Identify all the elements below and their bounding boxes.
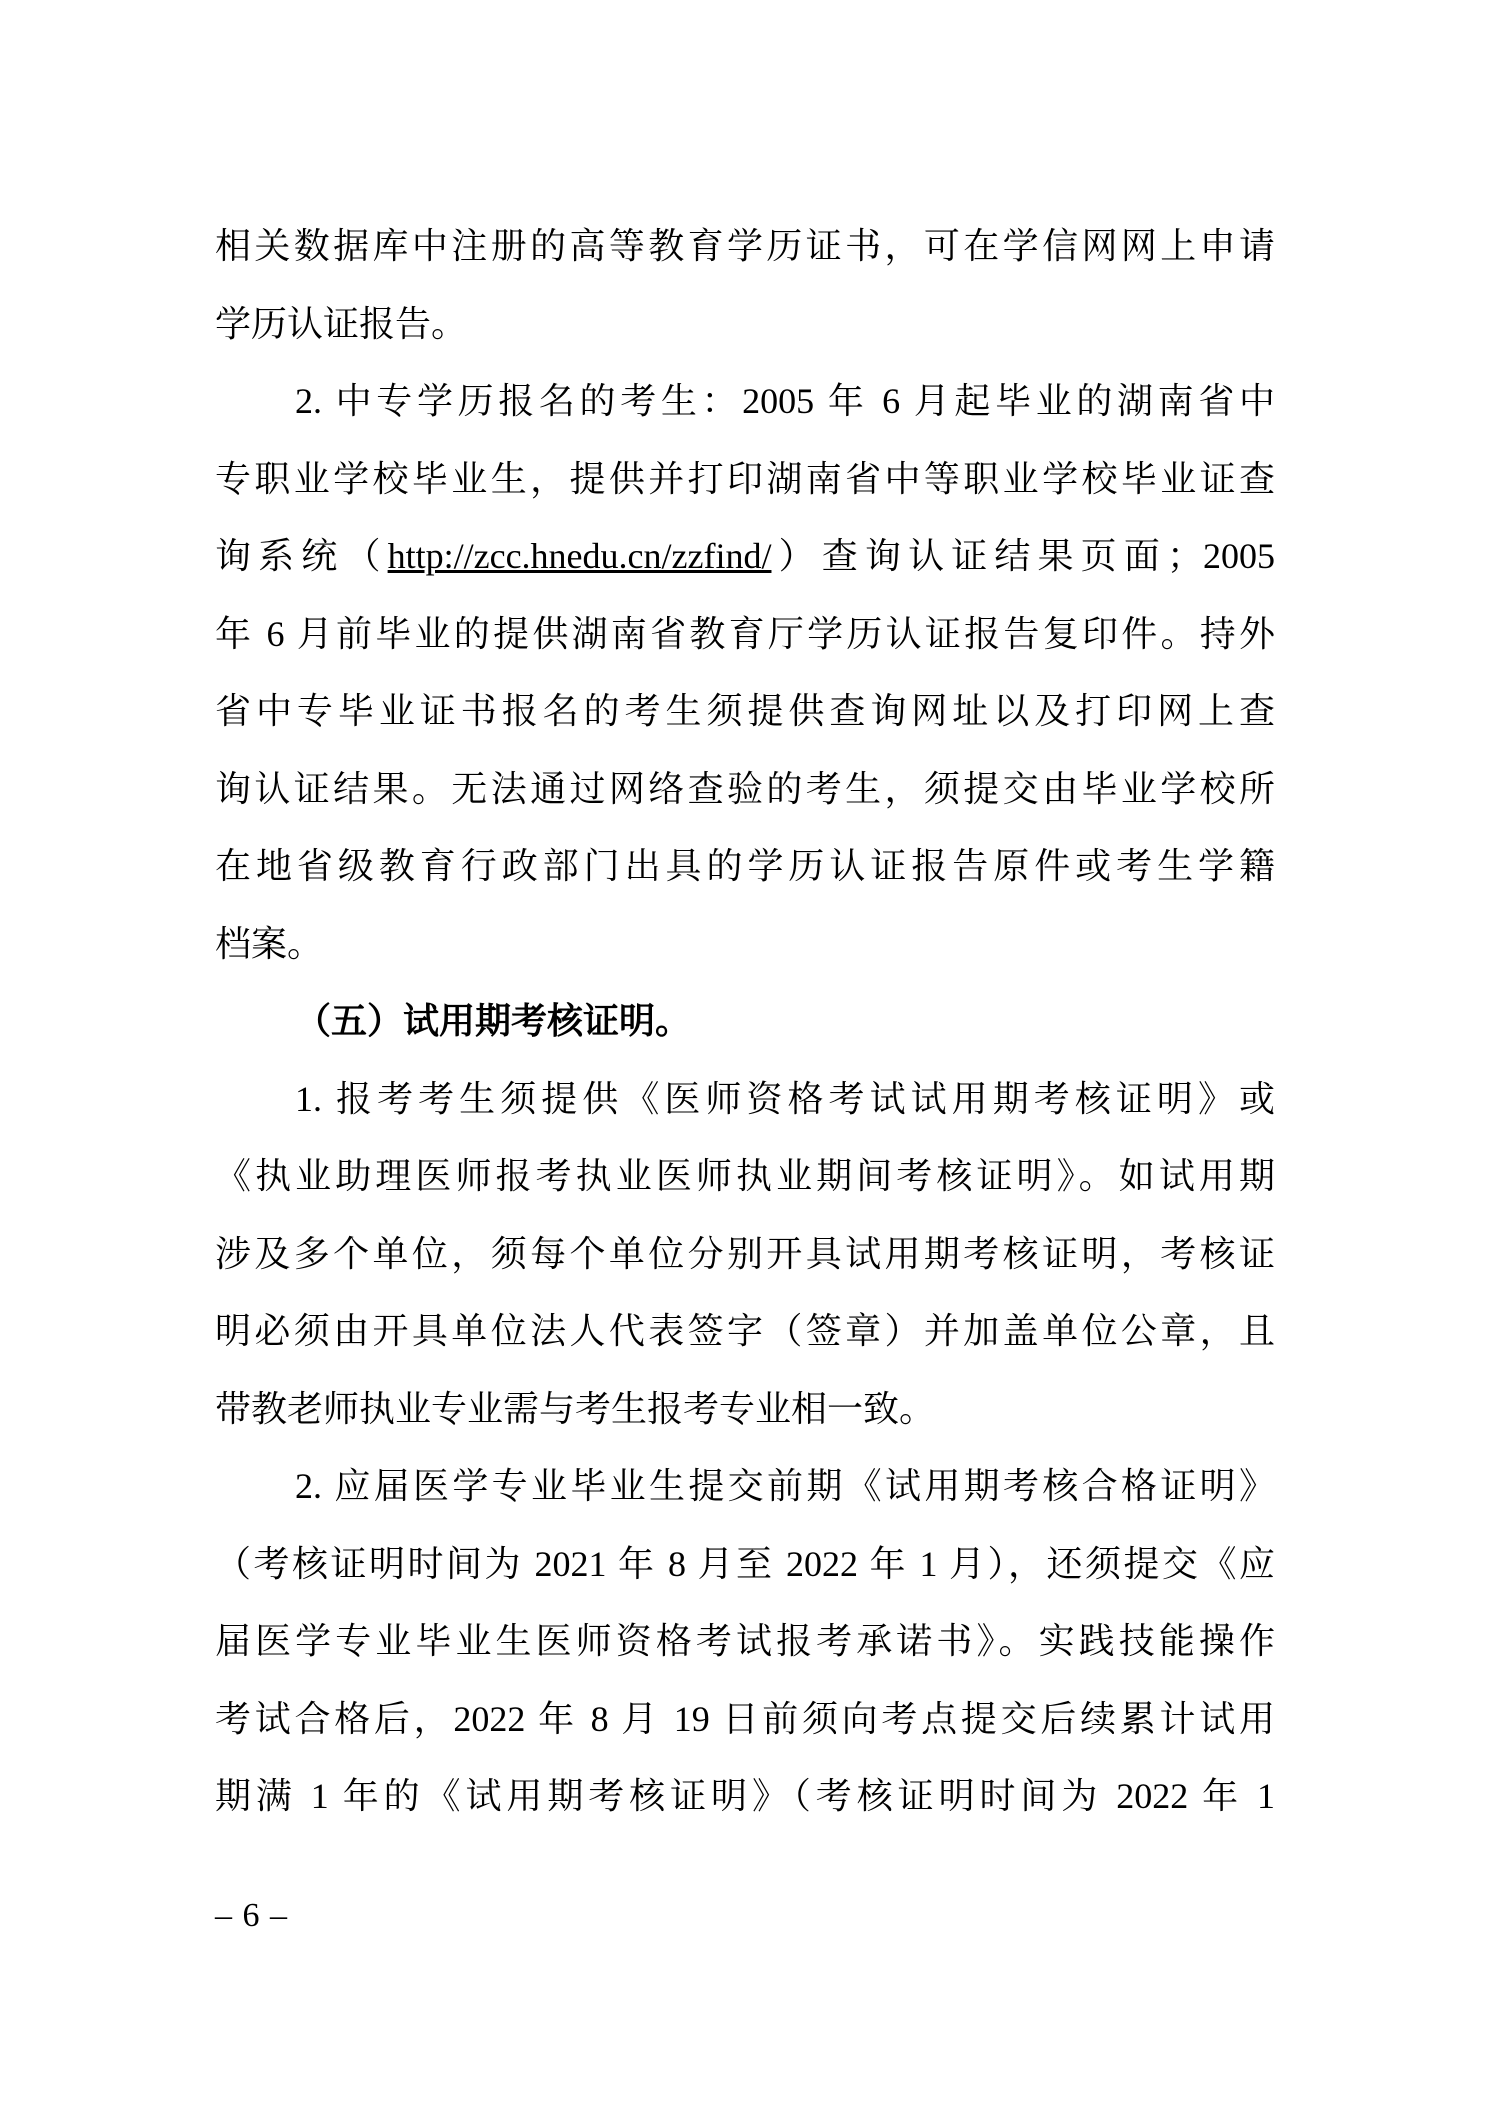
text-line-list-item-1: 1. 报考考生须提供《医师资格考试试用期考核证明》或 [295, 1078, 1275, 1119]
section-heading: （五）试用期考核证明。 [295, 1001, 692, 1041]
text-line: 届医学专业毕业生医师资格考试报考承诺书》。实践技能操作 [215, 1621, 1275, 1661]
text-line: 档案。 [215, 923, 324, 964]
url-link[interactable]: http://zcc.hnedu.cn/zzfind/ [387, 536, 772, 576]
text-line-with-url [215, 518, 1275, 596]
text-line: 学历认证报告。 [215, 303, 468, 344]
text-line: 询认证结果。无法通过网络查验的考生，须提交由毕业学校所 [215, 768, 1275, 809]
text-line: 明必须由开具单位法人代表签字（签章）并加盖单位公章，且 [215, 1311, 1275, 1351]
text-line: 省中专毕业证书报名的考生须提供查询网址以及打印网上查 [215, 691, 1275, 731]
text-line-list-item-2: 2. 应届医学专业毕业生提交前期《试用期考核合格证明》 [295, 1466, 1275, 1506]
text-line: （考核证明时间为 2021 年 8 月至 2022 年 1 月），还须提交《应 [215, 1543, 1275, 1584]
text-line: 专职业学校毕业生，提供并打印湖南省中等职业学校毕业证查 [215, 458, 1275, 499]
text-line: 考试合格后，2022 年 8 月 19 日前须向考点提交后续累计试用 [215, 1698, 1275, 1739]
url-suffix-text: ）查询认证结果页面；2005 [771, 536, 1275, 576]
text-line: 相关数据库中注册的高等教育学历证书，可在学信网网上申请 [215, 226, 1275, 266]
text-line: 期满 1 年的《试用期考核证明》（考核证明时间为 2022 年 1 [215, 1776, 1275, 1816]
text-line-list-item-2: 2. 中专学历报名的考生：2005 年 6 月起毕业的湖南省中 [295, 381, 1275, 421]
text-line: 带教老师执业专业需与考生报考专业相一致。 [215, 1388, 936, 1429]
text-line: 年 6 月前毕业的提供湖南省教育厅学历认证报告复印件。持外 [215, 613, 1275, 654]
text-line: 在地省级教育行政部门出具的学历认证报告原件或考生学籍 [215, 846, 1275, 886]
page-number: – 6 – [215, 1897, 288, 1934]
text-line: 涉及多个单位，须每个单位分别开具试用期考核证明，考核证 [215, 1233, 1275, 1274]
url-prefix-text: 询系统（ [215, 536, 388, 576]
text-line: 《执业助理医师报考执业医师执业期间考核证明》。如试用期 [215, 1156, 1275, 1196]
document-body [215, 208, 1275, 1836]
